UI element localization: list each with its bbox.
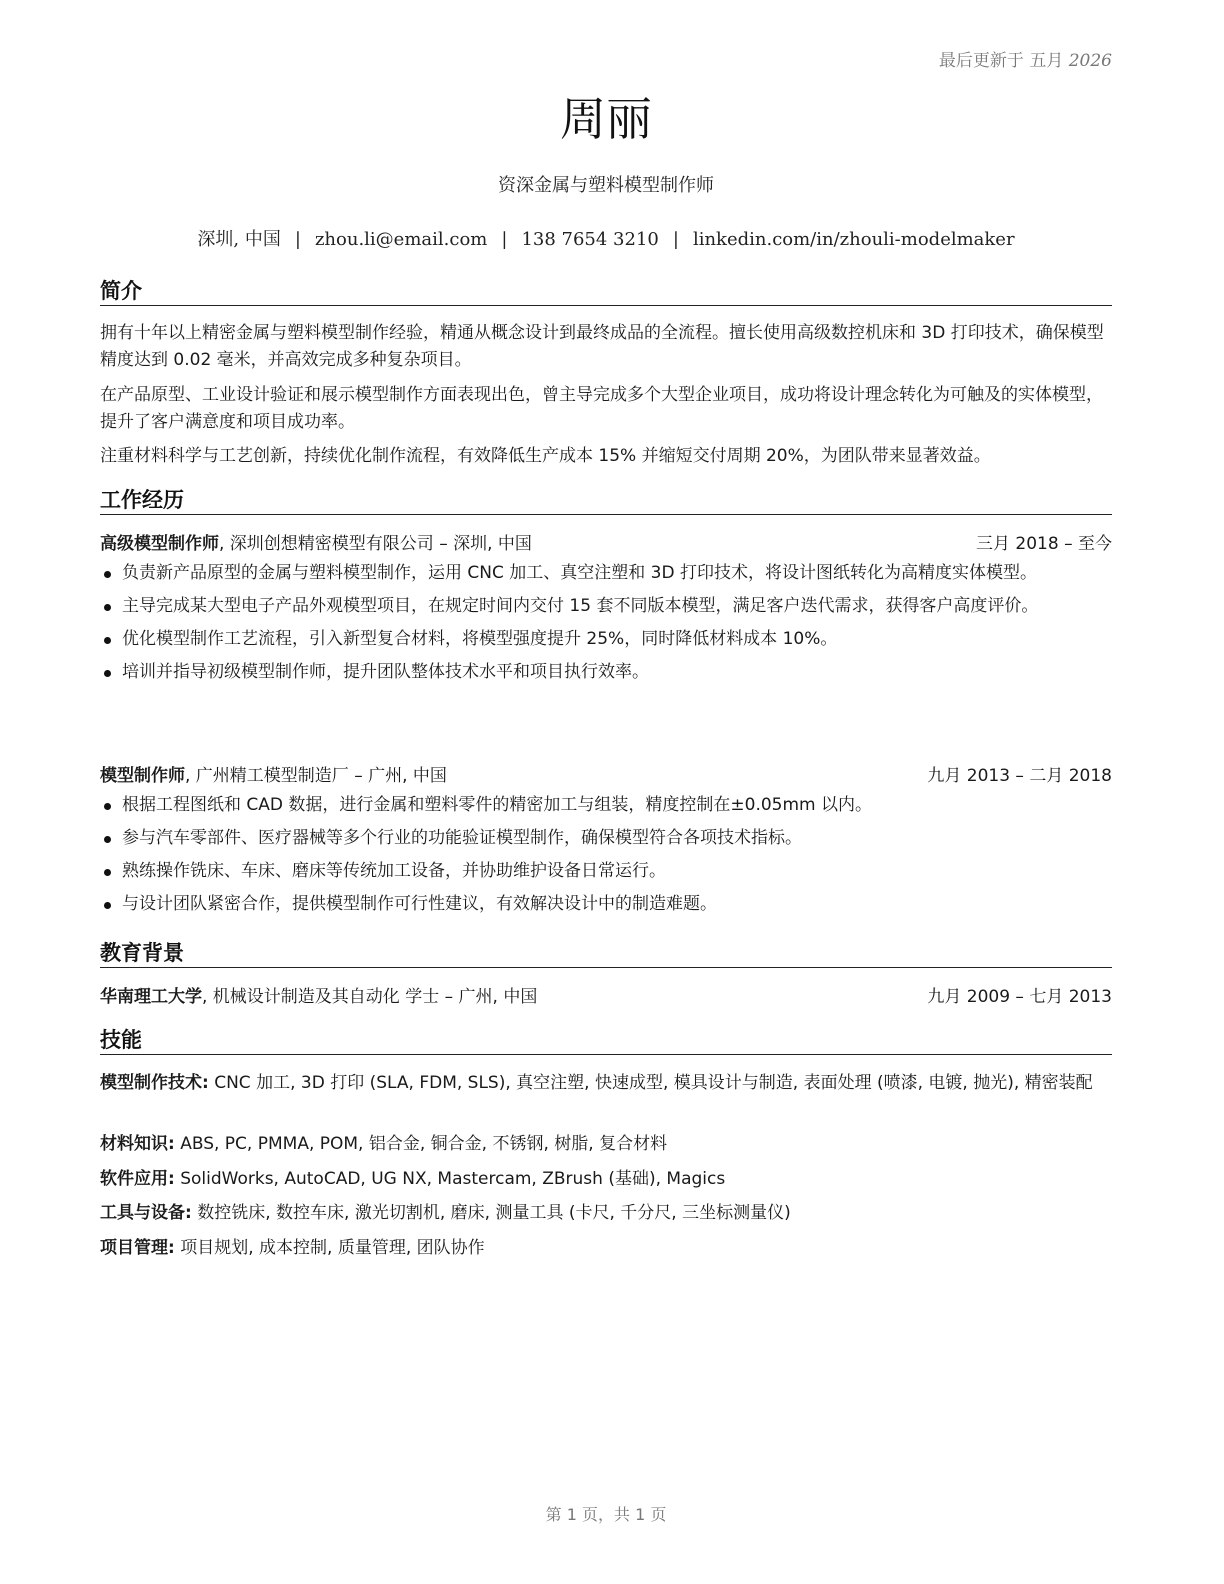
page-number: 第 1 页，共 1 页 <box>545 1505 667 1524</box>
candidate-title: 资深金属与塑料模型制作师 <box>498 175 714 196</box>
summary-paragraph: 注重材料科学与工艺创新，持续优化制作流程，有效降低生产成本 15% 并缩短交付周期 20%，为团队带来显著效益。 <box>100 446 991 466</box>
list-item: 负责新产品原型的金属与塑料模型制作，运用 CNC 加工、真空注塑和 3D 打印技术，将设计图纸转化为高精度实体模型。 <box>100 560 1112 587</box>
job-org: , 深圳创想精密模型有限公司 – 深圳, 中国 <box>219 534 532 554</box>
education-school: 华南理工大学 <box>100 987 202 1007</box>
contact-location: 深圳, 中国 <box>197 229 281 250</box>
skill-row <box>100 1200 1112 1227</box>
job-bullets <box>100 792 1112 924</box>
last-updated-prefix: 最后更新于 <box>938 51 1030 71</box>
contact-phone: 138 7654 3210 <box>521 229 659 250</box>
skill-label: 材料知识: <box>100 1134 175 1154</box>
list-item: 参与汽车零部件、医疗器械等多个行业的功能验证模型制作，确保模型符合各项技术指标。 <box>100 825 1112 852</box>
skill-label: 工具与设备: <box>100 1203 192 1223</box>
last-updated-month: 五月 <box>1029 51 1064 71</box>
contact-separator: | <box>672 229 679 250</box>
skill-label: 项目管理: <box>100 1238 175 1258</box>
education-detail: , 机械设计制造及其自动化 学士 – 广州, 中国 <box>202 987 538 1007</box>
contact-email[interactable]: zhou.li@email.com <box>314 229 488 250</box>
contact-linkedin[interactable]: linkedin.com/in/zhouli-modelmaker <box>692 229 1015 250</box>
skill-value: CNC 加工, 3D 打印 (SLA, FDM, SLS), 真空注塑, 快速成型, 模具设计与制造, 表面处理 (喷漆, 电镀, 抛光), 精密装配 <box>208 1073 1093 1093</box>
skill-label: 软件应用: <box>100 1169 175 1189</box>
job-role: 模型制作师 <box>100 766 185 786</box>
job-header <box>100 765 1112 787</box>
skill-value: ABS, PC, PMMA, POM, 铝合金, 铜合金, 不锈钢, 树脂, 复合材料 <box>174 1134 668 1154</box>
education-dates: 九月 2009 – 七月 2013 <box>927 987 1112 1007</box>
list-item: 优化模型制作工艺流程，引入新型复合材料，将模型强度提升 25%，同时降低材料成本 10%。 <box>100 626 1112 653</box>
summary-paragraph: 在产品原型、工业设计验证和展示模型制作方面表现出色，曾主导完成多个大型企业项目，成功将设计理念转化为可触及的实体模型，提升了客户满意度和项目成功率。 <box>100 385 1103 432</box>
list-item: 熟练操作铣床、车床、磨床等传统加工设备，并协助维护设备日常运行。 <box>100 858 1112 885</box>
contact-separator: | <box>294 229 301 250</box>
skill-row <box>100 1070 1112 1097</box>
job-header <box>100 533 1112 555</box>
list-item: 根据工程图纸和 CAD 数据，进行金属和塑料零件的精密加工与组装，精度控制在±0.05mm 以内。 <box>100 792 1112 819</box>
last-updated <box>939 46 1112 71</box>
skill-value: SolidWorks, AutoCAD, UG NX, Mastercam, ZBrush (基础), Magics <box>174 1169 726 1189</box>
skill-row <box>100 1166 1112 1193</box>
contact-separator: | <box>501 229 508 250</box>
skill-row <box>100 1235 1112 1262</box>
education-entry <box>100 986 1112 1008</box>
skill-value: 数控铣床, 数控车床, 激光切割机, 磨床, 测量工具 (卡尺, 千分尺, 三坐标测量仪) <box>191 1203 791 1223</box>
section-heading-experience: 工作经历 <box>100 487 1112 515</box>
job-bullets <box>100 560 1112 692</box>
last-updated-year: 2026 <box>1068 51 1112 71</box>
job-role: 高级模型制作师 <box>100 534 219 554</box>
section-heading-skills: 技能 <box>100 1027 1112 1055</box>
section-heading-summary: 简介 <box>100 278 1112 306</box>
skill-value: 项目规划, 成本控制, 质量管理, 团队协作 <box>174 1238 485 1258</box>
list-item: 培训并指导初级模型制作师，提升团队整体技术水平和项目执行效率。 <box>100 659 1112 686</box>
skill-label: 模型制作技术: <box>100 1073 209 1093</box>
list-item: 主导完成某大型电子产品外观模型项目，在规定时间内交付 15 套不同版本模型，满足客户迭代需求，获得客户高度评价。 <box>100 593 1112 620</box>
job-dates: 九月 2013 – 二月 2018 <box>927 766 1112 786</box>
candidate-name: 周丽 <box>560 92 652 146</box>
resume-page <box>100 0 1112 1584</box>
list-item: 与设计团队紧密合作，提供模型制作可行性建议，有效解决设计中的制造难题。 <box>100 891 1112 918</box>
summary-paragraph: 拥有十年以上精密金属与塑料模型制作经验，精通从概念设计到最终成品的全流程。擅长使用高级数控机床和 3D 打印技术，确保模型精度达到 0.02 毫米，并高效完成多种复杂项目。 <box>100 323 1104 370</box>
job-org: , 广州精工模型制造厂 – 广州, 中国 <box>185 766 447 786</box>
job-dates: 三月 2018 – 至今 <box>976 534 1112 554</box>
section-heading-education: 教育背景 <box>100 940 1112 968</box>
skill-row <box>100 1131 1112 1158</box>
contact-line <box>100 225 1112 251</box>
